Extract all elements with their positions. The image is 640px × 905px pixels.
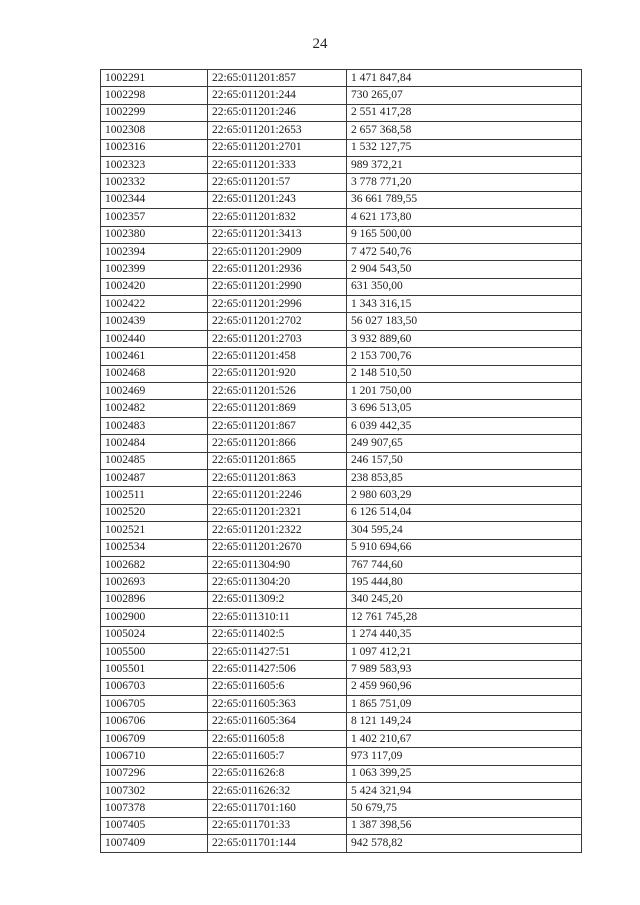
row-id-cell: 1002483 <box>101 417 208 434</box>
table-row <box>101 713 582 730</box>
registry-table-body <box>101 70 582 853</box>
cadastral-number-cell: 22:65:011309:2 <box>208 591 347 608</box>
row-id-cell: 1002485 <box>101 452 208 469</box>
cadastral-number-cell: 22:65:011201:2990 <box>208 278 347 295</box>
value-cell: 5 424 321,94 <box>347 783 582 800</box>
cadastral-number-cell: 22:65:011701:144 <box>208 835 347 852</box>
value-cell: 2 459 960,96 <box>347 678 582 695</box>
table-row <box>101 348 582 365</box>
table-row <box>101 609 582 626</box>
cadastral-number-cell: 22:65:011605:6 <box>208 678 347 695</box>
cadastral-number-cell: 22:65:011201:857 <box>208 70 347 87</box>
table-row <box>101 417 582 434</box>
value-cell: 2 551 417,28 <box>347 104 582 121</box>
table-row <box>101 574 582 591</box>
value-cell: 2 980 603,29 <box>347 487 582 504</box>
value-cell: 989 372,21 <box>347 156 582 173</box>
cadastral-number-cell: 22:65:011427:51 <box>208 643 347 660</box>
cadastral-number-cell: 22:65:011201:2321 <box>208 504 347 521</box>
row-id-cell: 1007296 <box>101 765 208 782</box>
table-row <box>101 383 582 400</box>
table-row <box>101 70 582 87</box>
row-id-cell: 1002344 <box>101 191 208 208</box>
cadastral-number-cell: 22:65:011201:2322 <box>208 522 347 539</box>
table-row <box>101 748 582 765</box>
row-id-cell: 1002440 <box>101 330 208 347</box>
row-id-cell: 1005024 <box>101 626 208 643</box>
value-cell: 1 063 399,25 <box>347 765 582 782</box>
cadastral-number-cell: 22:65:011304:90 <box>208 556 347 573</box>
value-cell: 1 865 751,09 <box>347 696 582 713</box>
cadastral-number-cell: 22:65:011427:506 <box>208 661 347 678</box>
value-cell: 2 904 543,50 <box>347 261 582 278</box>
value-cell: 1 532 127,75 <box>347 139 582 156</box>
table-row <box>101 209 582 226</box>
value-cell: 631 350,00 <box>347 278 582 295</box>
row-id-cell: 1007302 <box>101 783 208 800</box>
row-id-cell: 1002520 <box>101 504 208 521</box>
row-id-cell: 1002308 <box>101 122 208 139</box>
row-id-cell: 1002484 <box>101 435 208 452</box>
table-row <box>101 678 582 695</box>
table-row <box>101 661 582 678</box>
cadastral-number-cell: 22:65:011201:2909 <box>208 243 347 260</box>
value-cell: 6 126 514,04 <box>347 504 582 521</box>
table-row <box>101 156 582 173</box>
row-id-cell: 1006710 <box>101 748 208 765</box>
value-cell: 12 761 745,28 <box>347 609 582 626</box>
row-id-cell: 1002487 <box>101 469 208 486</box>
value-cell: 973 117,09 <box>347 748 582 765</box>
table-row <box>101 817 582 834</box>
row-id-cell: 1002332 <box>101 174 208 191</box>
cadastral-number-cell: 22:65:011201:246 <box>208 104 347 121</box>
table-row <box>101 556 582 573</box>
row-id-cell: 1002420 <box>101 278 208 295</box>
table-row <box>101 174 582 191</box>
cadastral-number-cell: 22:65:011201:526 <box>208 383 347 400</box>
value-cell: 3 696 513,05 <box>347 400 582 417</box>
row-id-cell: 1006706 <box>101 713 208 730</box>
row-id-cell: 1002394 <box>101 243 208 260</box>
table-row <box>101 783 582 800</box>
table-row <box>101 365 582 382</box>
value-cell: 3 932 889,60 <box>347 330 582 347</box>
value-cell: 2 153 700,76 <box>347 348 582 365</box>
value-cell: 1 387 398,56 <box>347 817 582 834</box>
cadastral-number-cell: 22:65:011701:160 <box>208 800 347 817</box>
table-row <box>101 522 582 539</box>
table-row <box>101 400 582 417</box>
row-id-cell: 1007409 <box>101 835 208 852</box>
table-row <box>101 643 582 660</box>
row-id-cell: 1002357 <box>101 209 208 226</box>
cadastral-number-cell: 22:65:011201:244 <box>208 87 347 104</box>
cadastral-number-cell: 22:65:011201:2246 <box>208 487 347 504</box>
table-row <box>101 296 582 313</box>
value-cell: 6 039 442,35 <box>347 417 582 434</box>
value-cell: 249 907,65 <box>347 435 582 452</box>
table-row <box>101 278 582 295</box>
row-id-cell: 1007405 <box>101 817 208 834</box>
page-number: 24 <box>312 36 328 52</box>
value-cell: 7 989 583,93 <box>347 661 582 678</box>
row-id-cell: 1002316 <box>101 139 208 156</box>
value-cell: 1 343 316,15 <box>347 296 582 313</box>
table-row <box>101 765 582 782</box>
cadastral-number-cell: 22:65:011201:57 <box>208 174 347 191</box>
table-row <box>101 730 582 747</box>
cadastral-number-cell: 22:65:011201:2936 <box>208 261 347 278</box>
table-row <box>101 696 582 713</box>
row-id-cell: 1002468 <box>101 365 208 382</box>
table-row <box>101 104 582 121</box>
value-cell: 1 097 412,21 <box>347 643 582 660</box>
row-id-cell: 1006703 <box>101 678 208 695</box>
value-cell: 1 274 440,35 <box>347 626 582 643</box>
value-cell: 942 578,82 <box>347 835 582 852</box>
cadastral-number-cell: 22:65:011201:2653 <box>208 122 347 139</box>
cadastral-number-cell: 22:65:011701:33 <box>208 817 347 834</box>
value-cell: 304 595,24 <box>347 522 582 539</box>
cadastral-number-cell: 22:65:011605:363 <box>208 696 347 713</box>
cadastral-number-cell: 22:65:011201:2702 <box>208 313 347 330</box>
row-id-cell: 1002439 <box>101 313 208 330</box>
cadastral-number-cell: 22:65:011201:920 <box>208 365 347 382</box>
row-id-cell: 1006705 <box>101 696 208 713</box>
cadastral-number-cell: 22:65:011201:865 <box>208 452 347 469</box>
value-cell: 7 472 540,76 <box>347 243 582 260</box>
cadastral-number-cell: 22:65:011201:2670 <box>208 539 347 556</box>
row-id-cell: 1005501 <box>101 661 208 678</box>
cadastral-number-cell: 22:65:011304:20 <box>208 574 347 591</box>
table-row <box>101 469 582 486</box>
cadastral-number-cell: 22:65:011402:5 <box>208 626 347 643</box>
value-cell: 1 471 847,84 <box>347 70 582 87</box>
value-cell: 767 744,60 <box>347 556 582 573</box>
row-id-cell: 1002291 <box>101 70 208 87</box>
value-cell: 4 621 173,80 <box>347 209 582 226</box>
row-id-cell: 1002323 <box>101 156 208 173</box>
table-row <box>101 191 582 208</box>
row-id-cell: 1002511 <box>101 487 208 504</box>
value-cell: 2 657 368,58 <box>347 122 582 139</box>
cadastral-number-cell: 22:65:011201:866 <box>208 435 347 452</box>
table-row <box>101 243 582 260</box>
row-id-cell: 1002399 <box>101 261 208 278</box>
table-row <box>101 435 582 452</box>
table-row <box>101 122 582 139</box>
cadastral-number-cell: 22:65:011605:7 <box>208 748 347 765</box>
cadastral-number-cell: 22:65:011201:869 <box>208 400 347 417</box>
row-id-cell: 1002422 <box>101 296 208 313</box>
cadastral-number-cell: 22:65:011201:333 <box>208 156 347 173</box>
cadastral-number-cell: 22:65:011201:2703 <box>208 330 347 347</box>
value-cell: 8 121 149,24 <box>347 713 582 730</box>
table-row <box>101 452 582 469</box>
row-id-cell: 1006709 <box>101 730 208 747</box>
cadastral-number-cell: 22:65:011605:364 <box>208 713 347 730</box>
cadastral-number-cell: 22:65:011201:243 <box>208 191 347 208</box>
row-id-cell: 1002298 <box>101 87 208 104</box>
table-row <box>101 487 582 504</box>
row-id-cell: 1002469 <box>101 383 208 400</box>
table-row <box>101 539 582 556</box>
row-id-cell: 1002900 <box>101 609 208 626</box>
value-cell: 5 910 694,66 <box>347 539 582 556</box>
row-id-cell: 1002534 <box>101 539 208 556</box>
cadastral-number-cell: 22:65:011201:2701 <box>208 139 347 156</box>
value-cell: 3 778 771,20 <box>347 174 582 191</box>
table-row <box>101 504 582 521</box>
table-row <box>101 591 582 608</box>
table-row <box>101 313 582 330</box>
value-cell: 36 661 789,55 <box>347 191 582 208</box>
value-cell: 1 201 750,00 <box>347 383 582 400</box>
cadastral-number-cell: 22:65:011310:11 <box>208 609 347 626</box>
row-id-cell: 1002896 <box>101 591 208 608</box>
cadastral-number-cell: 22:65:011201:832 <box>208 209 347 226</box>
row-id-cell: 1002682 <box>101 556 208 573</box>
value-cell: 2 148 510,50 <box>347 365 582 382</box>
cadastral-number-cell: 22:65:011201:3413 <box>208 226 347 243</box>
value-cell: 340 245,20 <box>347 591 582 608</box>
table-row <box>101 800 582 817</box>
registry-table <box>100 69 582 853</box>
cadastral-number-cell: 22:65:011626:8 <box>208 765 347 782</box>
table-row <box>101 626 582 643</box>
cadastral-number-cell: 22:65:011201:867 <box>208 417 347 434</box>
row-id-cell: 1002299 <box>101 104 208 121</box>
table-row <box>101 87 582 104</box>
row-id-cell: 1002693 <box>101 574 208 591</box>
value-cell: 56 027 183,50 <box>347 313 582 330</box>
row-id-cell: 1007378 <box>101 800 208 817</box>
row-id-cell: 1002380 <box>101 226 208 243</box>
row-id-cell: 1005500 <box>101 643 208 660</box>
table-row <box>101 835 582 852</box>
value-cell: 195 444,80 <box>347 574 582 591</box>
value-cell: 1 402 210,67 <box>347 730 582 747</box>
table-row <box>101 139 582 156</box>
value-cell: 50 679,75 <box>347 800 582 817</box>
cadastral-number-cell: 22:65:011201:863 <box>208 469 347 486</box>
table-row <box>101 261 582 278</box>
row-id-cell: 1002521 <box>101 522 208 539</box>
cadastral-number-cell: 22:65:011626:32 <box>208 783 347 800</box>
row-id-cell: 1002482 <box>101 400 208 417</box>
cadastral-number-cell: 22:65:011201:2996 <box>208 296 347 313</box>
row-id-cell: 1002461 <box>101 348 208 365</box>
table-row <box>101 330 582 347</box>
value-cell: 246 157,50 <box>347 452 582 469</box>
cadastral-number-cell: 22:65:011201:458 <box>208 348 347 365</box>
value-cell: 238 853,85 <box>347 469 582 486</box>
cadastral-number-cell: 22:65:011605:8 <box>208 730 347 747</box>
table-row <box>101 226 582 243</box>
value-cell: 730 265,07 <box>347 87 582 104</box>
value-cell: 9 165 500,00 <box>347 226 582 243</box>
